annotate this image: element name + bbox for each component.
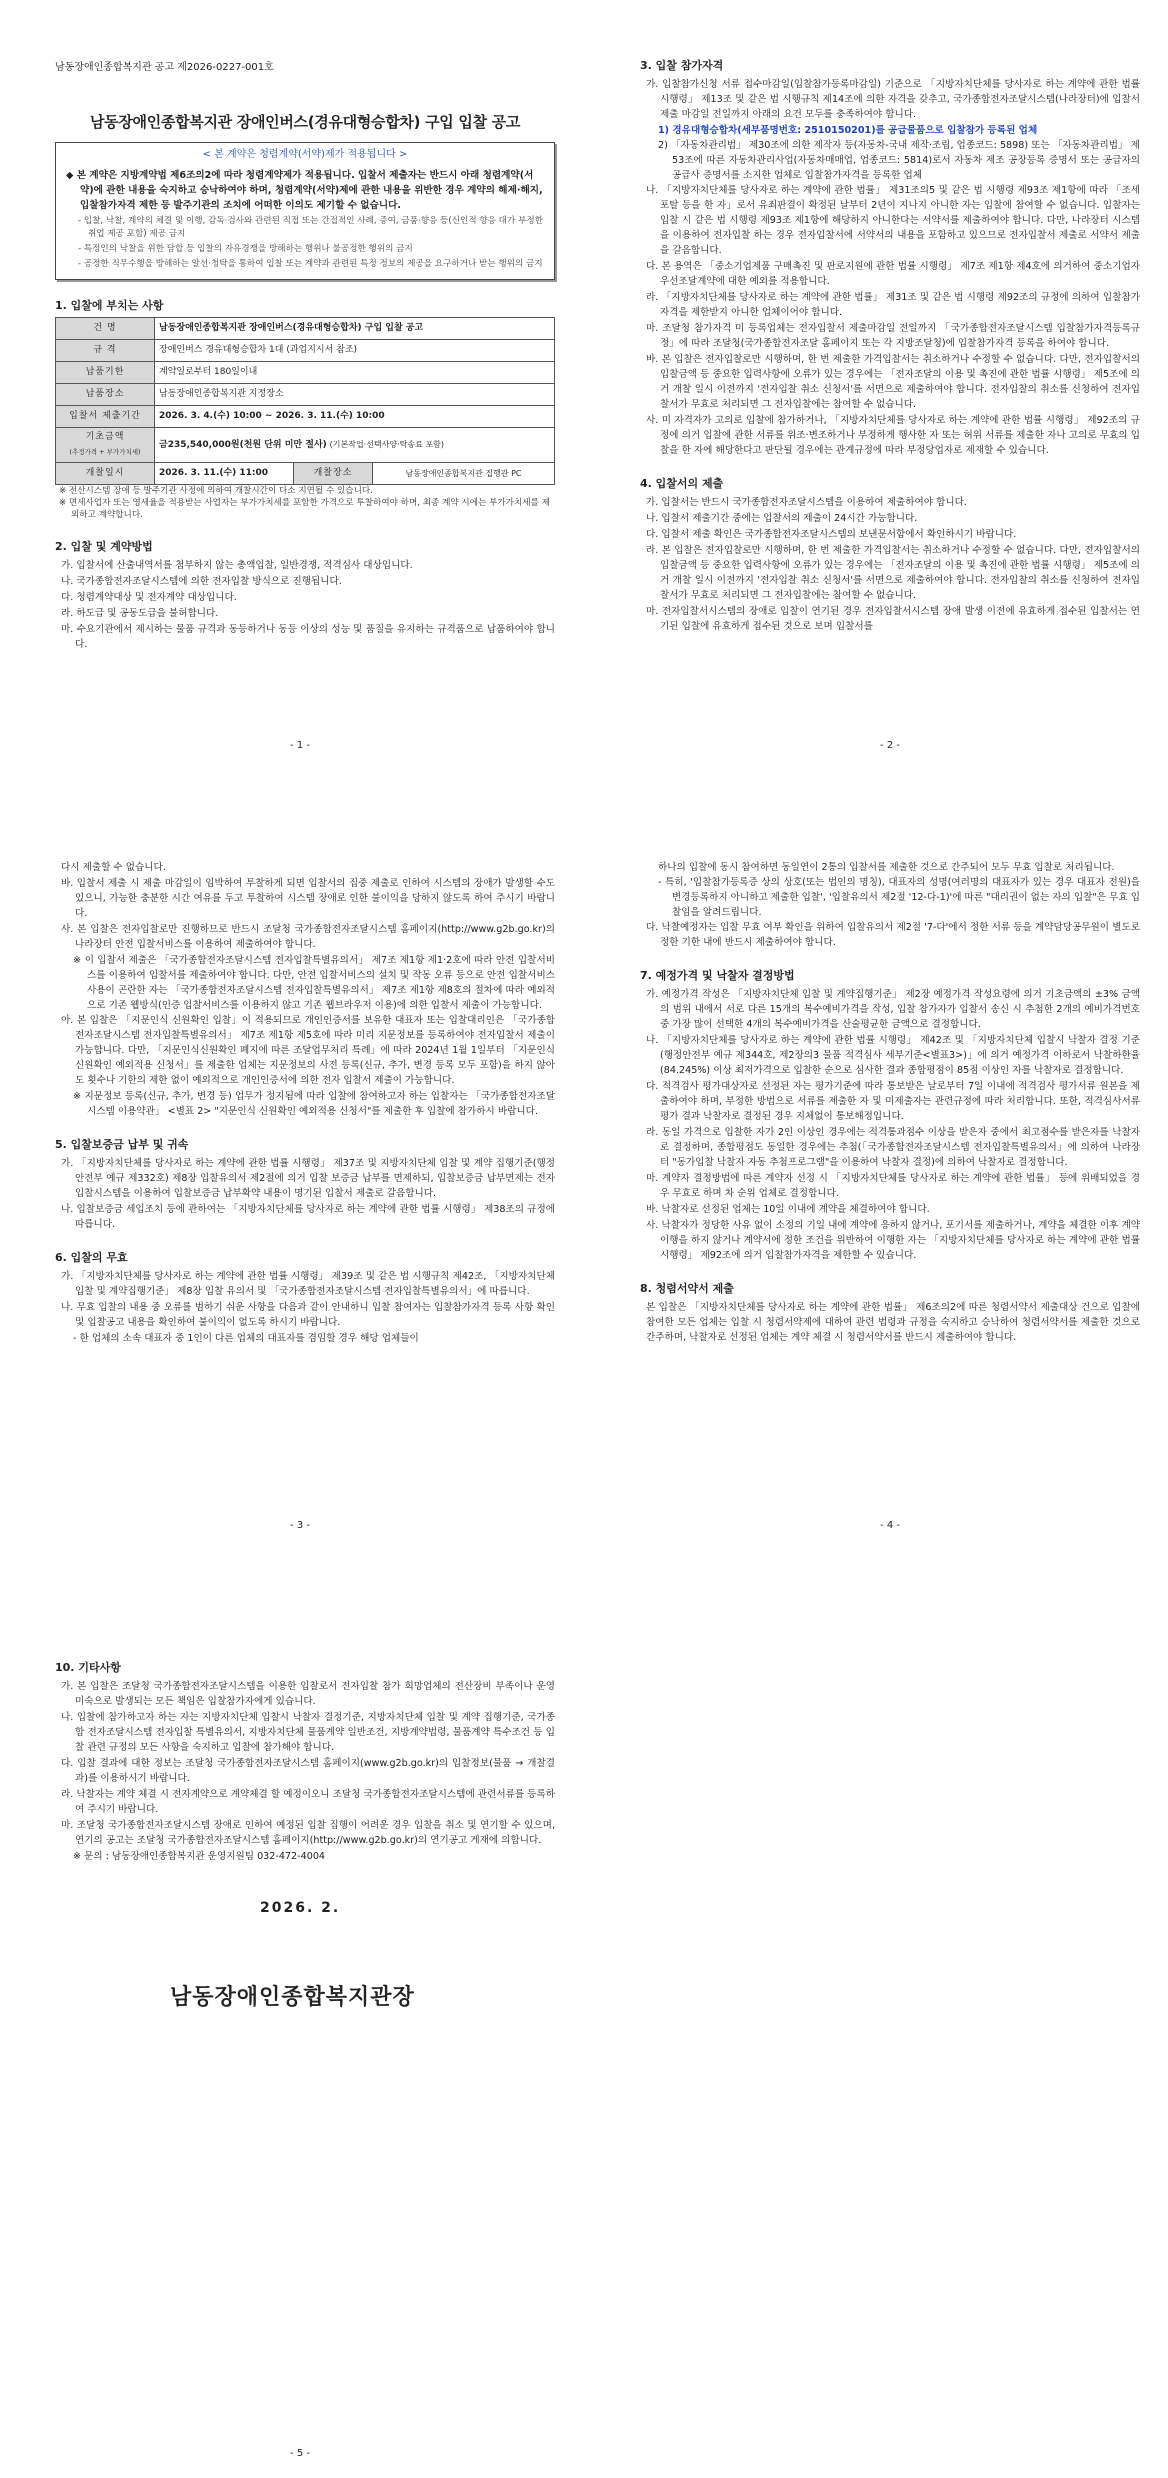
section-3-item: 다. 본 용역은 「중소기업제품 구매촉진 및 판로지원에 관한 법률 시행령」 제7조 제1항 제4호에 의거하여 중소기업자 우선조달계약에 대한 예외를 적용합니다. [646,261,1140,287]
section-10-item: 가. 본 입찰은 조달청 국가종합전자조달시스템을 이용한 입찰로서 전자입찰 참가 희망업체의 전산장비 부족이나 운영 미숙으로 발생되는 모든 책임은 입찰참가자에게 있습니다. [61,1681,555,1707]
spec-label: 입찰서 제출기간 [56,406,155,428]
section-4-continued: 다시 제출할 수 없습니다. [61,862,166,873]
page-number: - 3 - [290,1520,310,1531]
section-10-item: 라. 낙찰자는 계약 체결 시 전자계약으로 계약체결 할 예정이오니 조달청 국가종합전자조달시스템에 관련서류를 등록하여 주시기 바랍니다. [61,1789,555,1815]
spec-value: 계약일로부터 180일이내 [155,362,555,384]
spec-value: 2026. 3. 11.(수) 11:00 [155,463,294,485]
page-number: - 5 - [290,2448,310,2459]
integrity-notice-title: < 본 계약은 청렴계약(서약)제가 적용됩니다 > [202,149,408,160]
section-4-item: 라. 본 입찰은 전자입찰로만 시행하며, 한 번 제출한 가격입찰서는 취소하거나 수정할 수 없습니다. 다만, 전자입찰서의 입찰금액 등 중요한 입력사항에 오류가 있는 경우에는 「전자조달의 이용 및 촉진에 관한 법률 시행령」 제5조에 의거 개찰 일시 이전까지 '전자입찰 취소 신청서'를 서면으로 제출하여야 합니다. 전자입찰의 취소를 신청하여 전자입찰서가 무효로 처리되면 그 전자입찰에는 참여할 수 없습니다. [646,545,1140,601]
page-3-column [55,860,555,1346]
section-6-item: 나. 무효 입찰의 내용 중 오류를 범하기 쉬운 사항을 다음과 같이 안내하니 입찰 참여자는 입찰참가자격 등록 사항 확인 및 입찰공고 내용을 확인하여 불이익이 없도록 하시기 바랍니다. [61,1302,555,1328]
spec-label: 기초금액 (추정가격 + 부가가치세) [56,428,155,463]
section-2-item: 다. 청렴계약대상 및 전자계약 대상입니다. [61,592,237,603]
section-10-item: 다. 입찰 결과에 대한 정보는 조달청 국가종합전자조달시스템 홈페이지(www.g2b.go.kr)의 입찰정보(물품 → 개찰결과)를 이용하시기 바랍니다. [61,1758,555,1784]
section-7-item: 나. 「지방자치단체를 당사자로 하는 계약에 관한 법률 시행령」 제42조 및 「지방자치단체 입찰시 낙찰자 결정 기준(행정안전부 예규 제344호, 제2장의3 물품 적격심사 세부기준<별표3>)」에 의거 예정가격 이하로서 낙찰하한율(84.245%) 이상 최저가격으로 입찰한 순으로 심사한 결과 종합평점이 85점 이상인 자를 낙찰자로 결정합니다. [646,1035,1140,1076]
section-7-item: 가. 예정가격 작성은 「지방자치단체 입찰 및 계약집행기준」 제2장 예정가격 작성요령에 의거 기초금액의 ±3% 금액의 범위 내에서 서로 다른 15개의 복수예비가격을 작성, 입찰 참가자가 입찰서 송신 시 추첨한 2개의 예비가격번호 중 가장 많이 선택한 4개의 복수예비가격을 산술평균한 금액으로 결정합니다. [646,989,1140,1030]
section-7-item: 라. 동일 가격으로 입찰한 자가 2인 이상인 경우에는 적격통과점수 이상을 받은자 중에서 최고점수를 받은자를 낙찰자로 결정하며, 종합평점도 동일한 경우에는 추첨(「국가종합전자조달시스템 전자입찰특별유의서」에 의하여 나라장터 "동가입찰 낙찰자 자동 추첨프로그램"을 이용하여 낙찰자 결정)에 의하여 낙찰자로 결정합니다. [646,1127,1140,1168]
spec-label: 개찰장소 [294,463,373,485]
section-4-item: 다. 입찰서 제출 확인은 국가종합전자조달시스템의 보낸문서함에서 확인하시기 바랍니다. [646,529,1017,540]
section-5-title: 5. 입찰보증금 납부 및 귀속 [55,1138,189,1151]
integrity-notice-sub: - 특정인의 낙찰을 위한 담합 등 입찰의 자유경쟁을 방해하는 행위나 불공정한 행위의 금지 [78,244,413,254]
section-2-item: 가. 입찰서에 산출내역서를 첨부하지 않는 총액입찰, 일반경쟁, 적격심사 대상입니다. [61,560,413,571]
section-4-item: 사. 본 입찰은 전자입찰로만 진행하므로 반드시 조달청 국가종합전자조달시스템 홈페이지(http://www.g2b.go.kr)의 나라장터 안전 입찰서비스를 이용하여 제출하여야 합니다. [61,924,555,950]
spec-label: 납품장소 [56,384,155,406]
section-6-item: 가. 「지방자치단체를 당사자로 하는 계약에 관한 법률 시행령」 제39조 및 같은 법 시행규칙 제42조, 「지방자치단체 입찰 및 계약집행기준」 제8장 입찰 유의서 및 「국가종합전자조달시스템 전자입찰특별유의서」에 따릅니다. [61,1271,555,1297]
page-2-column [640,58,1140,635]
section-7-title: 7. 예정가격 및 낙찰자 결정방법 [640,969,795,982]
section-10-item: 마. 조달청 국가종합전자조달시스템 장애로 인하여 예정된 입찰 집행이 어려운 경우 입찰을 취소 및 연기할 수 있으며, 연기의 공고는 조달청 국가종합전자조달시스템 홈페이지(http://www.g2b.go.kr)의 연기공고 게재에 의합니다. [61,1820,555,1846]
page-4-column [640,860,1140,1346]
section-6-subitem: - 특히, '입찰참가등록증 상의 상호(또는 법인의 명칭), 대표자의 성명(여러명의 대표자가 있는 경우 대표자 전원)을 변경등록하지 아니하고 제출한 입찰', '입찰유의서 제2절 '12-다-1)'에 따른 "대리권이 없는 자의 입찰"은 무효 입찰임을 알려드립니다. [658,877,1140,918]
section-6-continued: 하나의 입찰에 동시 참여하면 동일연이 2통의 입찰서를 제출한 것으로 간주되어 모두 무효 입찰로 처리됩니다. [658,862,1115,873]
spec-value: 2026. 3. 4.(수) 10:00 ~ 2026. 3. 11.(수) 10:00 [155,406,555,428]
document-title: 남동장애인종합복지관 장애인버스(경유대형승합차) 구입 입찰 공고 [89,113,521,131]
spec-value: 남동장애인종합복지관 지정장소 [155,384,555,406]
section-6-title: 6. 입찰의 무효 [55,1251,128,1264]
page-5 [0,1560,1168,2478]
section-7-item: 사. 낙찰자가 정당한 사유 없이 소정의 기일 내에 계약에 응하지 않거나, 포기서를 제출하거나, 계약을 체결한 이후 계약이행을 하지 않거나 계약서에 정한 조건을 위반하여 이행한 자는 「지방자치단체를 당사자로 하는 계약에 관한 법률 시행령」 제92조에 의거 입찰참가자격을 제한할 수 있습니다. [646,1220,1140,1261]
section-4-item: 가. 입찰서는 반드시 국가종합전자조달시스템을 이용하여 제출하여야 합니다. [646,497,967,508]
page-3-4 [0,780,1168,1580]
section-4-item: 바. 입찰서 제출 시 제출 마감일이 임박하여 투찰하게 되면 입찰서의 집중 제출로 인하여 시스템의 장애가 발생할 수도 있으니, 가능한 충분한 시간 여유를 두고 투찰하여 시스템 장애로 인한 불이익을 당하지 않도록 하여 주시기 바랍니다. [61,878,555,919]
section-8-title: 8. 청렴서약서 제출 [640,1282,734,1295]
spec-label: 규 격 [56,340,155,362]
section-3-item: 바. 본 입찰은 전자입찰로만 시행하며, 한 번 제출한 가격입찰서는 취소하거나 수정할 수 없습니다. 다만, 전자입찰서의 입찰금액 등 중요한 입력사항에 오류가 있는 경우에는 「전자조달의 이용 및 촉진에 관한 법률 시행령」 제5조에 의거 개찰 일시 이전까지 '전자입찰 취소 신청서'를 서면으로 제출하여야 합니다. 전자입찰의 취소를 신청하여 전자입찰서가 무효로 처리되면 그 전자입찰에는 참여할 수 없습니다. [646,354,1140,410]
page-number: - 2 - [880,740,900,751]
section-3-item: 나. 「지방자치단체를 당사자로 하는 계약에 관한 법률」 제31조의5 및 같은 법 시행령 제93조 제1항에 따라 「조세포탈 등을 한 자」로서 유죄판결이 확정된 날부터 2년이 지나지 아니한 자는 입찰에 참여할 수 없습니다. 입찰자는 입찰 시 같은 법 시행령 제93조 제1항에 해당하지 아니한다는 서약서를 제출하여야 합니다. 다만, 나라장터 시스템을 이용하여 전자입찰 하는 경우 전자입찰서에 서약서의 내용을 포함하고 있으므로 전자입찰서 제출로 서약서 제출을 갈음합니다. [646,185,1140,256]
section-4-item: 마. 전자입찰서시스템의 장애로 입찰이 연기된 경우 전자입찰서시스템 장애 발생 이전에 유효하게 접수된 입찰서는 연기된 입찰에 유효하게 접수된 것으로 보며 입찰서를 [646,606,1140,632]
section-7-item: 마. 계약자 결정방법에 따른 계약자 선정 시 「지방자치단체를 당사자로 하는 계약에 관한 법률」 등에 위배되었을 경우 무효로 하며 차 순위 업체로 결정합니다. [646,1173,1140,1199]
section-10-item: 나. 입찰에 참가하고자 하는 자는 지방자치단체 입찰시 낙찰자 결정기준, 지방자치단체 입찰 및 계약 집행기준, 국가종합 전자조달시스템 전자입찰 특별유의서, 지방자치단체 물품계약 일반조건, 지방계약법령, 물품계약 특수조건 등 입찰 관련 규정의 모든 사항을 숙지하고 입찰에 참가해야 합니다. [61,1712,555,1753]
section-4-note: ※ 지문정보 등록(신규, 추가, 변경 등) 업무가 정지됨에 따라 입찰에 참여하고자 하는 입찰자는 「국가종합전자조달시스템 이용약관」 <별표 2> "지문인식 신원확인 예외적용 신청서"를 제출한 후 입찰에 참가하시 바랍니다. [73,1091,555,1117]
section-5-item: 나. 입찰보증금 세입조치 등에 관하여는 「지방자치단체를 당사자로 하는 계약에 관한 법률 시행령」 제38조의 규정에 따릅니다. [61,1204,555,1230]
spec-note: ※ 면세사업자 또는 영세율을 적용받는 사업자는 부가가치세를 포함한 가격으로 투찰하여야 하며, 최종 계약 시에는 부가가치세를 제외하고 계약합니다. [59,498,550,520]
spec-value: 남동장애인종합복지관 장애인버스(경유대형승합차) 구입 입찰 공고 [155,318,555,340]
section-3-item: 마. 조달청 참가자격 미 등록업체는 전자입찰서 제출마감일 전일까지 「국가종합전자조달시스템 입찰참가자격등록규정」에 따라 조달청(국가종합전자조달 홈페이지 또는 각 지방조달청)에 입찰참가자격 등록을 하여야 합니다. [646,323,1140,349]
spec-value: 금235,540,000원(천원 단위 미만 절사) (기본작업·선택사양·탁송료 포함) [155,428,555,463]
section-4-item: 나. 입찰서 제출기간 중에는 입찰서의 제출이 24시간 가능합니다. [646,513,918,524]
section-7-item: 바. 낙찰자로 선정된 업체는 10일 이내에 계약을 체결하여야 합니다. [646,1204,930,1215]
bid-spec-table [55,317,555,485]
page-1-2 [0,0,1168,800]
spec-label: 건 명 [56,318,155,340]
section-8-text: 본 입찰은 「지방자치단체를 당사자로 하는 계약에 관한 법률」 제6조의2에 따른 청렴서약서 제출대상 건으로 입찰에 참여한 모든 업체는 입찰 시 청렴서약제에 대하여 관련 법령과 규정을 숙지하고 승낙하여 청렴서약서를 제출한 것으로 간주하며, 낙찰자로 선정된 업체는 계약 체결 시 청렴서약서를 반드시 제출하여야 합니다. [646,1302,1140,1343]
spec-label: 개찰일시 [56,463,155,485]
section-2-item: 마. 수요기관에서 제시하는 물품 규격과 동등하거나 동등 이상의 성능 및 품질을 유지하는 규격품으로 납품하여야 합니다. [61,624,555,650]
page-number: - 4 - [880,1520,900,1531]
section-1-title: 1. 입찰에 부치는 사항 [55,299,164,312]
section-3-item: 가. 입찰참가신청 서류 접수마감일(입찰참가등록마감일) 기준으로 「지방자치단체를 당사자로 하는 계약에 관한 법률 시행령」 제13조 및 같은 법 시행규칙 제14조에 의한 자격을 갖추고, 국가종합전자조달시스템(나라장터)에 입찰서 제출 마감일 전일까지 아래의 요건 모두를 충족하여야 합니다. [646,79,1140,120]
section-6-item: 다. 낙찰예정자는 입찰 무효 여부 확인을 위하여 입찰유의서 제2절 '7-다'에서 정한 서류 등을 계약담당공무원이 별도로 정한 기한 내에 반드시 제출하여야 합니다. [646,922,1140,948]
spec-value: 남동장애인종합복지관 집행관 PC [373,463,555,485]
integrity-notice-sub: - 입찰, 낙찰, 계약의 체결 및 이행, 감독·검사와 관련된 직접 또는 간접적인 사례, 증여, 금품·향응 등(신인적 향응 대가 부정한 취업 제공 포함) 제공 금지 [78,216,543,239]
section-2-item: 나. 국가종합전자조달시스템에 의한 전자입찰 방식으로 진행됩니다. [61,576,342,587]
document-date: 2026. 2. [260,1900,341,1916]
spec-note: ※ 전산시스템 장애 등 발주기관 사정에 의하여 개찰시간이 다소 지연될 수 있습니다. [59,486,373,496]
section-2-item: 라. 하도급 및 공동도급을 불허합니다. [61,608,219,619]
section-5-item: 가. 「지방자치단체를 당사자로 하는 계약에 관한 법률 시행령」 제37조 및 지방자치단체 입찰 및 계약 집행기준(행정안전부 예규 제332호) 제8장 입찰유의서 제2절에 의거 입찰 보증금 납부를 면제하되, 입찰보증금 납부면제는 전자입찰시스템을 이용하여 입찰보증금 납부확약 내용이 명기된 입찰서 제출로 갈음합니다. [61,1158,555,1199]
section-3-title: 3. 입찰 참가자격 [640,59,724,72]
section-4-note: ※ 이 입찰서 제출은 「국가종합전자조달시스템 전자입찰특별유의서」 제7조 제1항 제1·2호에 따라 안전 입찰서비스를 이용하여 입찰서를 제출하여야 합니다. 다만, 안전 입찰서비스의 설치 및 작동 오류 등으로 안전 입찰서비스 사용이 곤란한 자는 「국가종합전자조달시스템 전자입찰특별유의서」 제7조 제1항 제8호의 절차에 따라 예외적으로 기존 웹방식(인증 입찰서비스를 이용하지 않고 기존 웹브라우저 이용)에 의한 입찰서 제출이 가능합니다. [73,955,555,1011]
section-3-subitem: 2) 「자동차관리법」 제30조에 의한 제작자 등(자동차-국내 제작·조립, 업종코드: 5898) 또는 「자동차관리법」 제53조에 따른 자동차관리사업(자동차매매업, 업종코드: 5814)로서 자동차 제조 공장등록 증명서 또는 공급자의 공급사 증명서를 소지한 업체로 입찰참가자격을 등록한 업체 [658,140,1140,181]
spec-label: 납품기한 [56,362,155,384]
document-number: 남동장애인종합복지관 공고 제2026-0227-001호 [55,62,274,73]
issuer-signature: 남동장애인종합복지관장 [170,1985,415,2010]
section-2-title: 2. 입찰 및 계약방법 [55,540,153,553]
spec-value: 장애인버스 경유대형승합차 1대 (과업지시서 참조) [155,340,555,362]
page-5-column [55,1660,555,1864]
section-3-item: 사. 미 자격자가 고의로 입찰에 참가하거나, 「지방자치단체를 당사자로 하는 계약에 관한 법률 시행령」 제92조의 규정에 의거 입찰에 관한 서류를 위조·변조하거나 부정하게 행사한 자 또는 허위 서류를 제출한 자나 고의로 무효의 입찰을 한 자에 해당한다고 판단될 경우에는 관계규정에 따라 부정당업자로 제재할 수 있습니다. [646,415,1140,456]
contact-info: ※ 문의 : 남동장애인종합복지관 운영지원팀 032-472-4004 [73,1851,326,1862]
section-6-subitem: - 한 업체의 소속 대표자 중 1인이 다른 업체의 대표자를 겸임할 경우 해당 업체들이 [73,1333,419,1344]
section-4-item: 아. 본 입찰은 「지문인식 신원확인 입찰」이 적용되므로 개인인증서를 보유한 대표자 또는 입찰대리인은 「국가종합전자조달시스템 전자입찰특별유의서」 제7조 제1항 제5호에 따라 미리 지문정보를 등록하여야 전자입찰서 제출이 가능합니다. 다만, 「지문인식신원확인 폐지에 따른 조달업무처리 특례」에 따라 2024년 1월 1일부터 「지문인식 신원확인 예외적용 신청서」를 제출한 업체는 지문정보의 사전 등록(신규, 추가, 변경 등록 모두 포함)을 하지 않아도 횟수나 기한의 제한 없이 예외적으로 개인인증서에 의한 전자 입찰서 제출이 가능합니다. [61,1015,555,1086]
integrity-notice-sub: - 공정한 직무수행을 방해하는 알선·청탁을 통하여 입찰 또는 계약과 관련된 특정 정보의 제공을 요구하거나 받는 행위의 금지 [78,259,543,269]
section-7-item: 다. 적격검사 평가대상자로 선정된 자는 평가기준에 따라 통보받은 날로부터 7일 이내에 적격검사 평가서류 원본을 제출하여야 하며, 부정한 방법으로 서류를 제출한 자 및 미제출자는 관련규정에 따라 처리합니다. 또한, 적격심사서류평가 결과 낙찰자로 결정된 경우 지체없이 통보해정입니다. [646,1081,1140,1122]
page-1-column [55,0,555,653]
section-10-title: 10. 기타사항 [55,1661,121,1674]
section-4-title: 4. 입찰서의 제출 [640,477,724,490]
integrity-notice-box [55,142,555,280]
page-number: - 1 - [290,740,310,751]
integrity-notice-main: ◆ 본 계약은 지방계약법 제6조의2에 따라 청렴계약제가 적용됩니다. 입찰서 제출자는 반드시 아래 청렴계약(서약)에 관한 내용을 숙지하고 승낙하여야 하며, 청렴계약(서약)제에 관한 내용을 위반한 경우 계약의 해제·해지, 입찰참가자격 제한 등 발주기관의 조치에 어떠한 이의도 제기할 수 없습니다. [66,170,543,211]
section-3-subitem: 1) 경유대형승합차(세부품명번호: 2510150201)를 공급물품으로 입찰참가 등록된 업체 [658,125,1038,136]
section-3-item: 라. 「지방자치단체를 당사자로 하는 계약에 관한 법률」 제31조 및 같은 법 시행령 제92조의 규정에 의하여 입찰참가자격을 제한받지 아니한 업체이어야 합니다. [646,292,1140,318]
